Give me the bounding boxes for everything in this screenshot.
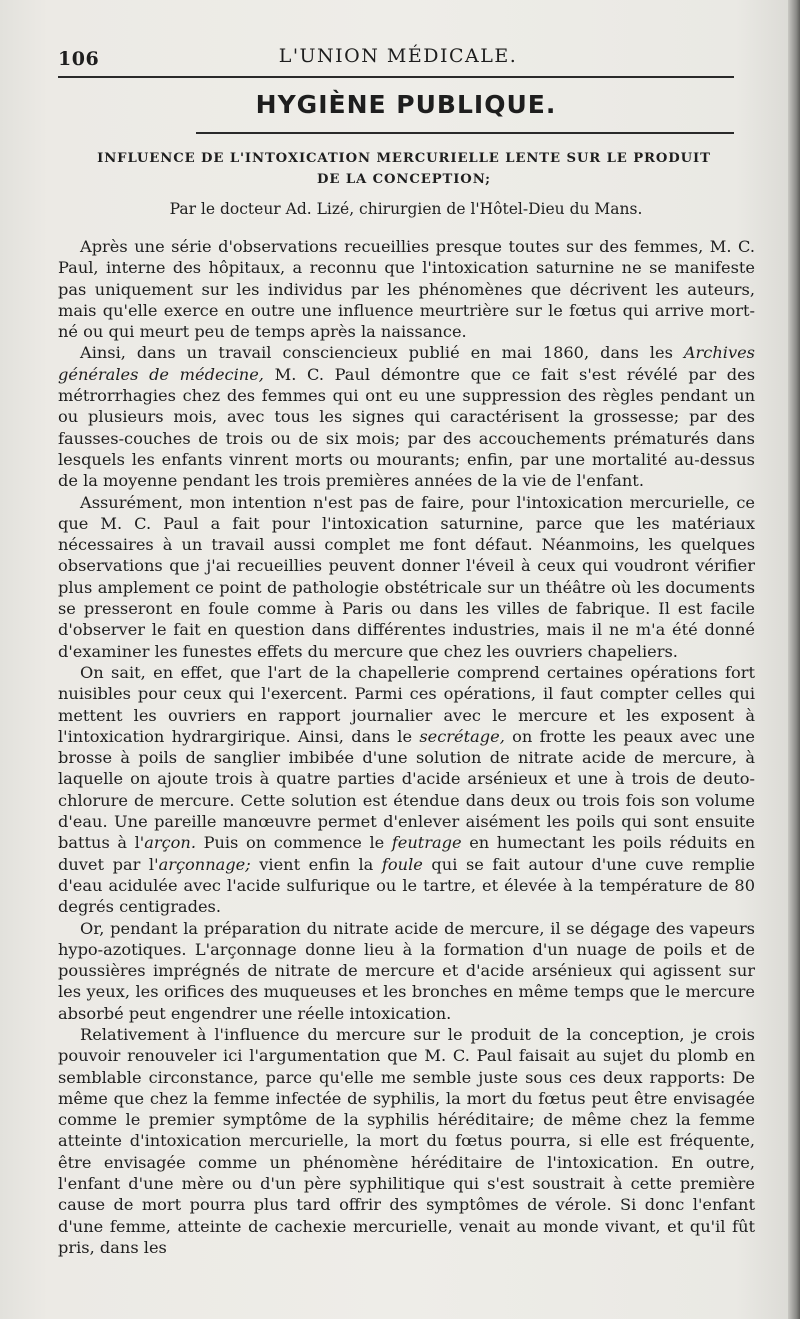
paragraph-text: Ainsi, dans un travail consciencieux publié en mai 1860, dans les — [80, 343, 684, 363]
italic-term: feutrage — [391, 833, 462, 853]
journal-title: L'UNION MÉDICALE. — [278, 45, 518, 67]
page-number: 106 — [58, 48, 100, 70]
journal-reference: Archives générales de médecine, — [58, 343, 755, 384]
paragraph-text: Puis on commence le — [195, 833, 392, 853]
article-title: INFLUENCE DE L'INTOXICATION MERCURIELLE LENTE SUR LE PRODUIT DE LA CONCEPTION; — [97, 151, 711, 187]
paragraph — [58, 342, 755, 491]
paragraph-text: vient enfin la — [250, 854, 382, 874]
paragraph-text: qui se fait autour d'une cuve remplie d'eau acidulée avec l'acide sulfurique ou le tartre, et élevée à la température de 80 degrés centigrades. — [58, 854, 755, 917]
paragraph-text: Or, pendant la préparation du nitrate acide de mercure, il se dégage des vapeurs hypo-azotiques. L'arçonnage donne lieu à la formation d'un nuage de poils et de poussières imprégnés de nitrate de mercure et d'acide arsénieux qui agissent sur les yeux, les orifices des muqueuses et les bronches en même temps que le mercure absorbé peut engendrer une réelle intoxication. — [58, 918, 755, 1023]
running-header — [58, 42, 738, 72]
section-title: HYGIÈNE PUBLIQUE. — [255, 90, 557, 119]
article-byline: Par le docteur Ad. Lizé, chirurgien de l'Hôtel-Dieu du Mans. — [169, 200, 643, 218]
italic-term: arçon. — [144, 833, 196, 853]
page-edge-shadow — [788, 0, 800, 1319]
italic-term: arçonnage; — [158, 854, 251, 874]
paragraph-text: On sait, en effet, que l'art de la chapellerie comprend certaines opérations fort nuisibles pour ceux qui l'exercent. Parmi ces opérations, il faut compter celles qui mettent les ouvriers en rapport journalier avec le mercure et les exposent à l'intoxication hydrargirique. Ainsi, dans le — [58, 662, 755, 746]
italic-term: secrétage, — [419, 726, 505, 746]
paragraph — [58, 236, 755, 342]
header-rule — [58, 76, 734, 78]
italic-term: foule — [381, 854, 423, 874]
paragraph — [58, 918, 755, 1024]
section-rule — [196, 132, 734, 134]
paragraph-text: en humectant les poils réduits en duvet par l' — [58, 833, 756, 874]
paragraph — [58, 662, 755, 918]
paragraph-text: M. C. Paul démontre que ce fait s'est révélé par des métrorrhagies chez des femmes qui ont eu une suppression des règles pendant un ou plusieurs mois, avec tous les signes qui caractérisent la grossesse; par des fausses-couches de trois ou de six mois; par des accouchements prématurés dans lesquels les enfants vinrent morts ou mourants; enfin, par une mortalité au-dessus de la moyenne pendant les trois premières années de la vie de l'enfant. — [58, 364, 755, 491]
paragraph — [58, 492, 755, 662]
paragraph-text: Assurément, mon intention n'est pas de faire, pour l'intoxication mercurielle, ce que M. C. Paul a fait pour l'intoxication saturnine, parce que les matériaux nécessaires à un travail aussi complet me font défaut. Néanmoins, les quelques observations que j'ai recueillies peuvent donner l'éveil à ceux qui voudront vérifier plus amplement ce point de pathologie obstétricale sur un théâtre où les documents se presseront en foule comme à Paris ou dans les villes de fabrique. Il est facile d'observer le fait en question dans différentes industries, mais il ne m'a été donné d'examiner les funestes effets du mercure que chez les ouvriers chapeliers. — [58, 492, 755, 661]
paragraph-text: Après une série d'observations recueillies presque toutes sur des femmes, M. C. Paul, interne des hôpitaux, a reconnu que l'intoxication saturnine ne se manifeste pas uniquement sur les individus par les phénomènes que décrivent les auteurs, mais qu'elle exerce en outre une influence meurtrière sur le fœtus qui arrive mort-né ou qui meurt peu de temps après la naissance. — [58, 237, 755, 342]
paragraph-text: Relativement à l'influence du mercure sur le produit de la conception, je crois pouvoir renouveler ici l'argumentation que M. C. Paul faisait au sujet du plomb en semblable circonstance, parce qu'elle me semble juste sous ces deux rapports: De même que chez la femme infectée de syphilis, la mort du fœtus peut être envisagée comme le premier symptôme de la syphilis héréditaire; de même chez la femme atteinte d'intoxication mercurielle, la mort du fœtus pourra, si elle est fréquente, être envisagée comme un phénomène héréditaire de l'intoxication. En outre, l'enfant d'une mère ou d'un père syphilitique qui s'est soustrait à cette première cause de mort pourra plus tard offrir des symptômes de vérole. Si donc l'enfant d'une femme, atteinte de cachexie mercurielle, venait au monde vivant, et qu'il fût pris, dans les — [58, 1024, 755, 1257]
article-body — [58, 236, 755, 1258]
paragraph — [58, 1024, 755, 1258]
paragraph-text: on frotte les peaux avec une brosse à poils de sanglier imbibée d'une solution de nitrate acide de mercure, à laquelle on ajoute trois à quatre parties d'acide arsénieux et une à trois de deuto-chlorure de mercure. Cette solution est étendue dans deux ou trois fois son volume d'eau. Une pareille manœuvre permet d'enlever aisément les poils qui sont ensuite battus à l' — [58, 726, 755, 853]
